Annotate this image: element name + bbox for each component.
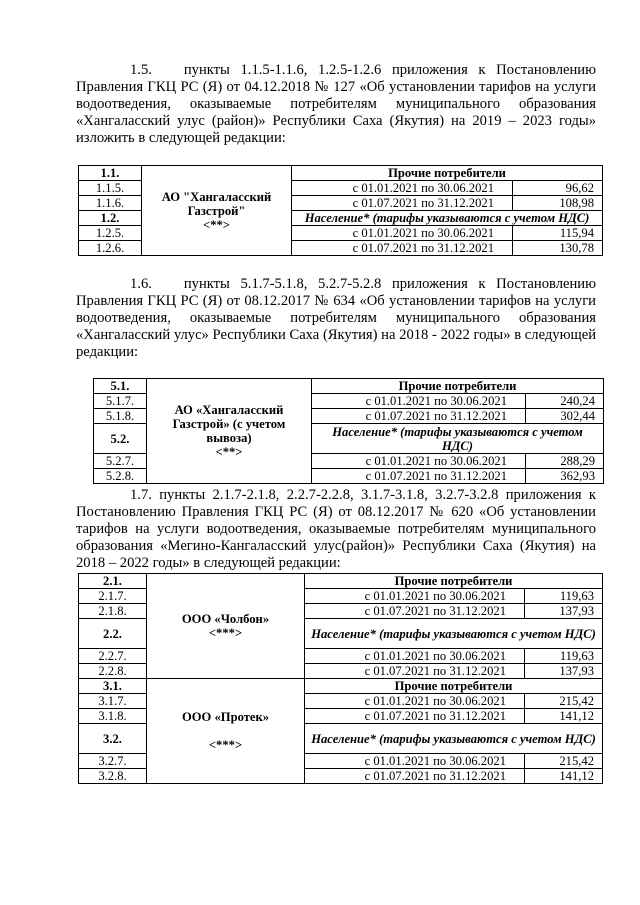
period-cell: с 01.07.2021 по 31.12.2021	[292, 241, 513, 256]
period-cell: с 01.07.2021 по 31.12.2021	[305, 709, 525, 724]
group-header: Население* (тарифы указываются с учетом НДС)	[312, 424, 604, 454]
table-row	[94, 379, 604, 394]
row-number: 1.1.	[79, 166, 142, 181]
tariff-value: 302,44	[526, 409, 604, 424]
organization-cell	[147, 679, 305, 784]
tariff-value: 240,24	[526, 394, 604, 409]
tariff-value: 137,93	[525, 604, 603, 619]
row-number: 3.2.8.	[79, 769, 147, 784]
paragraph-text: пункты 2.1.7-2.1.8, 2.2.7-2.2.8, 3.1.7-3.1.8, 3.2.7-3.2.8 приложения к Постановлению Правления ГКЦ РС (Я) от 08.12.2017 № 620 «Об установлении тарифов на услуги водоотведения, оказываемые потребителям муниципального образования «Мегино-Кангаласский улус(район)» Республики Саха (Якутия) на 2018 – 2022 годы» в следующей редакции:	[76, 487, 596, 571]
period-cell: с 01.01.2021 по 30.06.2021	[312, 454, 526, 469]
period-cell: с 01.07.2021 по 31.12.2021	[305, 769, 525, 784]
row-number: 5.1.	[94, 379, 147, 394]
organization-name: АО «Хангаласский Газстрой» (с учетом вывоза)	[172, 403, 286, 445]
paragraph-text: пункты 5.1.7-5.1.8, 5.2.7-5.2.8 приложения к Постановлению Правления ГКЦ РС (Я) от 08.12.2017 № 634 «Об установлении тарифов на услуги водоотведения, оказываемые потребителям муниципального образования «Хангаласский улус» Республики Саха (Якутия) на 2018 - 2022 годы» в следующей редакции:	[76, 276, 596, 360]
row-number: 5.2.7.	[94, 454, 147, 469]
row-number: 3.2.	[79, 724, 147, 754]
row-number: 2.2.7.	[79, 649, 147, 664]
period-cell: с 01.07.2021 по 31.12.2021	[312, 469, 526, 484]
tariff-value: 96,62	[513, 181, 603, 196]
organization-note: <**>	[215, 445, 243, 459]
paragraph-number: 1.6.	[130, 276, 152, 292]
period-cell: с 01.07.2021 по 31.12.2021	[292, 196, 513, 211]
group-header: Прочие потребители	[305, 574, 603, 589]
row-number: 3.2.7.	[79, 754, 147, 769]
tariff-value: 119,63	[525, 589, 603, 604]
period-cell: с 01.01.2021 по 30.06.2021	[292, 226, 513, 241]
row-number: 1.2.5.	[79, 226, 142, 241]
organization-name: АО "Хангаласский Газстрой"	[161, 189, 272, 218]
row-number: 1.1.6.	[79, 196, 142, 211]
tariff-table-1-6	[93, 378, 604, 484]
paragraph-number: 1.7.	[130, 487, 152, 503]
row-number: 5.2.8.	[94, 469, 147, 484]
organization-note: <***>	[208, 626, 243, 640]
row-number: 2.2.8.	[79, 664, 147, 679]
period-cell: с 01.01.2021 по 30.06.2021	[312, 394, 526, 409]
table-row	[79, 679, 603, 694]
tariff-value: 119,63	[525, 649, 603, 664]
group-header: Население* (тарифы указываются с учетом НДС)	[305, 724, 603, 754]
organization-cell	[147, 379, 312, 484]
tariff-value: 130,78	[513, 241, 603, 256]
period-cell: с 01.07.2021 по 31.12.2021	[305, 664, 525, 679]
tariff-value: 215,42	[525, 754, 603, 769]
period-cell: с 01.07.2021 по 31.12.2021	[305, 604, 525, 619]
row-number: 2.2.	[79, 619, 147, 649]
organization-cell	[147, 574, 305, 679]
group-header: Население* (тарифы указываются с учетом НДС)	[305, 619, 603, 649]
tariff-value: 137,93	[525, 664, 603, 679]
tariff-value: 115,94	[513, 226, 603, 241]
paragraph-1-6	[76, 276, 596, 361]
paragraph-text: пункты 1.1.5-1.1.6, 1.2.5-1.2.6 приложения к Постановлению Правления ГКЦ РС (Я) от 04.12.2018 № 127 «Об установлении тарифов на услуги водоотведения, оказываемые потребителям муниципального образования «Хангаласский улус (район)» Республики Саха (Якутия) на 2019 – 2023 годы» изложить в следующей редакции:	[76, 62, 596, 146]
tariff-table-1-7	[78, 573, 603, 784]
row-number: 3.1.7.	[79, 694, 147, 709]
paragraph-1-5	[76, 62, 596, 147]
row-number: 5.1.8.	[94, 409, 147, 424]
table-row	[79, 166, 603, 181]
row-number: 2.1.7.	[79, 589, 147, 604]
tariff-value: 362,93	[526, 469, 604, 484]
row-number: 1.1.5.	[79, 181, 142, 196]
group-header: Прочие потребители	[312, 379, 604, 394]
row-number: 1.2.	[79, 211, 142, 226]
tariff-value: 141,12	[525, 769, 603, 784]
tariff-value: 141,12	[525, 709, 603, 724]
organization-cell	[142, 166, 292, 256]
row-number: 2.1.8.	[79, 604, 147, 619]
group-header: Население* (тарифы указываются с учетом НДС)	[292, 211, 603, 226]
group-header: Прочие потребители	[292, 166, 603, 181]
period-cell: с 01.01.2021 по 30.06.2021	[305, 589, 525, 604]
table-row	[79, 574, 603, 589]
organization-note: <**>	[203, 217, 230, 232]
paragraph-number: 1.5.	[130, 62, 152, 78]
row-number: 1.2.6.	[79, 241, 142, 256]
tariff-value: 108,98	[513, 196, 603, 211]
organization-name: ООО «Протек»	[181, 710, 270, 724]
tariff-value: 288,29	[526, 454, 604, 469]
row-number: 2.1.	[79, 574, 147, 589]
paragraph-1-7	[76, 487, 596, 572]
row-number: 3.1.	[79, 679, 147, 694]
period-cell: с 01.01.2021 по 30.06.2021	[305, 694, 525, 709]
organization-name: ООО «Чолбон»	[181, 612, 270, 626]
period-cell: с 01.07.2021 по 31.12.2021	[312, 409, 526, 424]
row-number: 5.1.7.	[94, 394, 147, 409]
tariff-value: 215,42	[525, 694, 603, 709]
organization-note: <***>	[208, 738, 243, 752]
period-cell: с 01.01.2021 по 30.06.2021	[305, 649, 525, 664]
tariff-table-1-5	[78, 165, 603, 256]
row-number: 3.1.8.	[79, 709, 147, 724]
period-cell: с 01.01.2021 по 30.06.2021	[305, 754, 525, 769]
period-cell: с 01.01.2021 по 30.06.2021	[292, 181, 513, 196]
row-number: 5.2.	[94, 424, 147, 454]
group-header: Прочие потребители	[305, 679, 603, 694]
